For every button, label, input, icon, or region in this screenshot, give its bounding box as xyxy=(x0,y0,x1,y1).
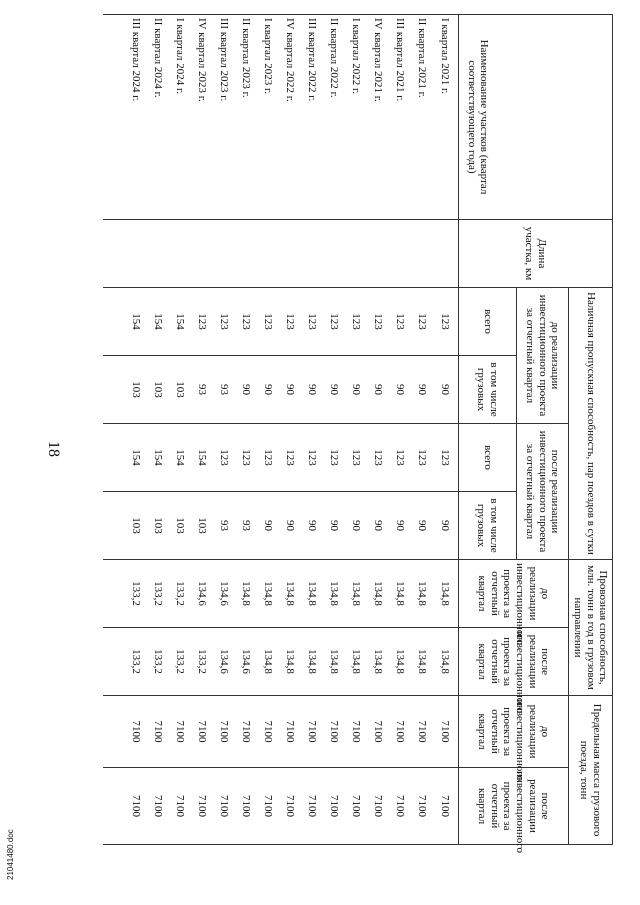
header-freight-before: в том числе грузовых xyxy=(459,356,517,424)
cell-c2: 103 xyxy=(125,356,147,424)
cell-m1: 7100 xyxy=(323,696,345,768)
cell-c2: 90 xyxy=(279,356,301,424)
cell-m2: 7100 xyxy=(147,768,169,845)
cell-c1: 123 xyxy=(279,288,301,356)
cell-length xyxy=(213,220,235,288)
cell-c4: 90 xyxy=(433,492,458,560)
cell-length xyxy=(169,220,191,288)
cell-c1: 123 xyxy=(433,288,458,356)
cell-m1: 7100 xyxy=(433,696,458,768)
table-row xyxy=(345,15,367,845)
cell-c4: 90 xyxy=(345,492,367,560)
cell-length xyxy=(301,220,323,288)
rotated-table-container xyxy=(103,14,613,853)
filler-cell xyxy=(103,492,125,560)
cell-p1: 133,2 xyxy=(147,560,169,628)
cell-m1: 7100 xyxy=(169,696,191,768)
table-row xyxy=(411,15,433,845)
cell-c1: 123 xyxy=(235,288,257,356)
cell-c2: 93 xyxy=(213,356,235,424)
header-mass-before: до реализации инвестиционного проекта за отчетный квартал xyxy=(459,696,569,768)
cell-length xyxy=(345,220,367,288)
table-row xyxy=(389,15,411,845)
cell-m1: 7100 xyxy=(411,696,433,768)
cell-m2: 7100 xyxy=(411,768,433,845)
cell-c4: 103 xyxy=(169,492,191,560)
cell-m2: 7100 xyxy=(213,768,235,845)
table-row xyxy=(433,15,458,845)
cell-c2: 90 xyxy=(367,356,389,424)
cell-p1: 134,8 xyxy=(367,560,389,628)
cell-length xyxy=(257,220,279,288)
cell-p1: 134,8 xyxy=(323,560,345,628)
header-capacity-after: после реализации инвестиционного проекта за отчетный квартал xyxy=(517,424,569,560)
cell-m1: 7100 xyxy=(389,696,411,768)
cell-c2: 90 xyxy=(301,356,323,424)
table-row xyxy=(191,15,213,845)
row-name: I квартал 2023 г. xyxy=(257,15,279,220)
header-name: Наименование участков (квартал соответствующего года) xyxy=(459,15,613,220)
filler-cell xyxy=(103,220,125,288)
cell-p2: 133,2 xyxy=(169,628,191,696)
cell-c1: 123 xyxy=(191,288,213,356)
cell-p2: 134,8 xyxy=(367,628,389,696)
cell-c3: 123 xyxy=(257,424,279,492)
cell-length xyxy=(147,220,169,288)
cell-p2: 134,8 xyxy=(345,628,367,696)
cell-c4: 90 xyxy=(301,492,323,560)
cell-p2: 133,2 xyxy=(147,628,169,696)
cell-m1: 7100 xyxy=(235,696,257,768)
cell-length xyxy=(367,220,389,288)
cell-length xyxy=(389,220,411,288)
cell-m1: 7100 xyxy=(213,696,235,768)
cell-m1: 7100 xyxy=(279,696,301,768)
row-name: I квартал 2021 г. xyxy=(433,15,458,220)
cell-c4: 103 xyxy=(125,492,147,560)
cell-m2: 7100 xyxy=(301,768,323,845)
cell-c2: 90 xyxy=(433,356,458,424)
cell-length xyxy=(433,220,458,288)
cell-c1: 123 xyxy=(411,288,433,356)
cell-m2: 7100 xyxy=(367,768,389,845)
cell-p1: 134,8 xyxy=(235,560,257,628)
cell-m1: 7100 xyxy=(301,696,323,768)
cell-m2: 7100 xyxy=(279,768,301,845)
table-row xyxy=(323,15,345,845)
cell-p1: 134,8 xyxy=(389,560,411,628)
row-name: III квартал 2023 г. xyxy=(213,15,235,220)
cell-c2: 90 xyxy=(389,356,411,424)
cell-c3: 123 xyxy=(367,424,389,492)
cell-p2: 133,2 xyxy=(191,628,213,696)
table-row xyxy=(301,15,323,845)
cell-c4: 103 xyxy=(191,492,213,560)
row-name: II квартал 2024 г. xyxy=(147,15,169,220)
row-name: I квартал 2024 г. xyxy=(169,15,191,220)
cell-length xyxy=(323,220,345,288)
cell-c2: 90 xyxy=(345,356,367,424)
cell-length xyxy=(411,220,433,288)
row-name: IV квартал 2022 г. xyxy=(279,15,301,220)
cell-c1: 154 xyxy=(125,288,147,356)
header-length: Длина участка, км xyxy=(459,220,613,288)
cell-c3: 154 xyxy=(147,424,169,492)
header-throughput: Провозная способность, млн. тонн в год в грузовом направлении xyxy=(569,560,613,696)
cell-c3: 154 xyxy=(169,424,191,492)
cell-p2: 134,8 xyxy=(279,628,301,696)
cell-c4: 103 xyxy=(147,492,169,560)
row-name: I квартал 2022 г. xyxy=(345,15,367,220)
row-name: III квартал 2024 г. xyxy=(125,15,147,220)
cell-m2: 7100 xyxy=(433,768,458,845)
cell-m2: 7100 xyxy=(169,768,191,845)
cell-c1: 123 xyxy=(345,288,367,356)
filler-cell xyxy=(103,424,125,492)
cell-c3: 154 xyxy=(191,424,213,492)
row-name: III квартал 2021 г. xyxy=(389,15,411,220)
cell-p1: 134,8 xyxy=(257,560,279,628)
cell-p1: 133,2 xyxy=(125,560,147,628)
cell-c3: 123 xyxy=(235,424,257,492)
row-name: II квартал 2022 г. xyxy=(323,15,345,220)
cell-m2: 7100 xyxy=(235,768,257,845)
cell-length xyxy=(191,220,213,288)
filler-cell xyxy=(103,768,125,845)
cell-c3: 123 xyxy=(433,424,458,492)
cell-c3: 123 xyxy=(323,424,345,492)
cell-p1: 134,8 xyxy=(433,560,458,628)
cell-c2: 90 xyxy=(235,356,257,424)
cell-c2: 103 xyxy=(147,356,169,424)
filler-cell xyxy=(103,356,125,424)
cell-c3: 123 xyxy=(345,424,367,492)
cell-p1: 134,6 xyxy=(213,560,235,628)
row-name: III квартал 2022 г. xyxy=(301,15,323,220)
cell-c1: 123 xyxy=(389,288,411,356)
cell-p2: 134,6 xyxy=(213,628,235,696)
cell-c4: 90 xyxy=(257,492,279,560)
header-throughput-before: до реализации инвестиционного проекта за отчетный квартал xyxy=(459,560,569,628)
cell-p1: 134,6 xyxy=(191,560,213,628)
cell-p2: 134,8 xyxy=(301,628,323,696)
cell-c3: 123 xyxy=(301,424,323,492)
cell-p1: 134,8 xyxy=(345,560,367,628)
filler-cell xyxy=(103,696,125,768)
cell-m1: 7100 xyxy=(147,696,169,768)
table-body xyxy=(103,15,459,845)
cell-c1: 154 xyxy=(169,288,191,356)
cell-c3: 123 xyxy=(411,424,433,492)
cell-m2: 7100 xyxy=(345,768,367,845)
row-name: II квартал 2021 г. xyxy=(411,15,433,220)
cell-m2: 7100 xyxy=(389,768,411,845)
cell-p1: 133,2 xyxy=(169,560,191,628)
filler-cell xyxy=(103,15,125,220)
cell-c1: 123 xyxy=(301,288,323,356)
cell-c4: 90 xyxy=(323,492,345,560)
row-name: II квартал 2023 г. xyxy=(235,15,257,220)
cell-c2: 93 xyxy=(191,356,213,424)
cell-c3: 123 xyxy=(213,424,235,492)
cell-p2: 134,6 xyxy=(235,628,257,696)
cell-c2: 90 xyxy=(257,356,279,424)
document-id: 21041480.doc xyxy=(6,829,15,880)
header-mass-after: после реализации инвестиционного проекта за отчетный квартал xyxy=(459,768,569,845)
cell-p2: 134,8 xyxy=(257,628,279,696)
cell-m1: 7100 xyxy=(367,696,389,768)
filler-cell xyxy=(103,560,125,628)
cell-p1: 134,8 xyxy=(279,560,301,628)
cell-m1: 7100 xyxy=(345,696,367,768)
cell-c1: 154 xyxy=(147,288,169,356)
filler-cell xyxy=(103,288,125,356)
cell-c3: 123 xyxy=(279,424,301,492)
cell-c2: 90 xyxy=(323,356,345,424)
cell-p2: 134,8 xyxy=(433,628,458,696)
cell-length xyxy=(279,220,301,288)
table-row xyxy=(213,15,235,845)
cell-p2: 134,8 xyxy=(389,628,411,696)
cell-c3: 154 xyxy=(125,424,147,492)
header-throughput-after: после реализации инвестиционного проекта за отчетный квартал xyxy=(459,628,569,696)
cell-p1: 134,8 xyxy=(411,560,433,628)
cell-c4: 90 xyxy=(411,492,433,560)
cell-c1: 123 xyxy=(367,288,389,356)
header-mass: Предельная масса грузового поезда, тонн xyxy=(569,696,613,845)
row-name: IV квартал 2023 г. xyxy=(191,15,213,220)
header-capacity-before: до реализации инвестиционного проекта за отчетный квартал xyxy=(517,288,569,424)
cell-c1: 123 xyxy=(213,288,235,356)
header-total-before: всего xyxy=(459,288,517,356)
cell-p2: 134,8 xyxy=(323,628,345,696)
cell-m2: 7100 xyxy=(125,768,147,845)
cell-m2: 7100 xyxy=(323,768,345,845)
header-freight-after: в том числе грузовых xyxy=(459,492,517,560)
cell-c2: 103 xyxy=(169,356,191,424)
cell-c1: 123 xyxy=(323,288,345,356)
cell-p2: 133,2 xyxy=(125,628,147,696)
page-number: 18 xyxy=(45,441,62,457)
table-row xyxy=(235,15,257,845)
cell-c3: 123 xyxy=(389,424,411,492)
header-total-after: всего xyxy=(459,424,517,492)
cell-length xyxy=(235,220,257,288)
table-row xyxy=(367,15,389,845)
cell-m1: 7100 xyxy=(257,696,279,768)
table-row xyxy=(279,15,301,845)
cell-p1: 134,8 xyxy=(301,560,323,628)
filler-cell xyxy=(103,628,125,696)
cell-c4: 90 xyxy=(367,492,389,560)
cell-c4: 90 xyxy=(389,492,411,560)
cell-m1: 7100 xyxy=(125,696,147,768)
cell-c4: 93 xyxy=(213,492,235,560)
capacity-table xyxy=(103,14,613,853)
cell-c1: 123 xyxy=(257,288,279,356)
table-row xyxy=(125,15,147,845)
header-capacity: Наличная пропускная способность, пар поездов в сутки xyxy=(569,288,613,560)
cell-c4: 93 xyxy=(235,492,257,560)
cell-length xyxy=(125,220,147,288)
cell-c4: 90 xyxy=(279,492,301,560)
table-row xyxy=(147,15,169,845)
row-name: IV квартал 2021 г. xyxy=(367,15,389,220)
cell-p2: 134,8 xyxy=(411,628,433,696)
cell-m1: 7100 xyxy=(191,696,213,768)
table-row xyxy=(169,15,191,845)
filler-row xyxy=(103,15,125,845)
cell-m2: 7100 xyxy=(191,768,213,845)
cell-c2: 90 xyxy=(411,356,433,424)
cell-m2: 7100 xyxy=(257,768,279,845)
table-row xyxy=(257,15,279,845)
